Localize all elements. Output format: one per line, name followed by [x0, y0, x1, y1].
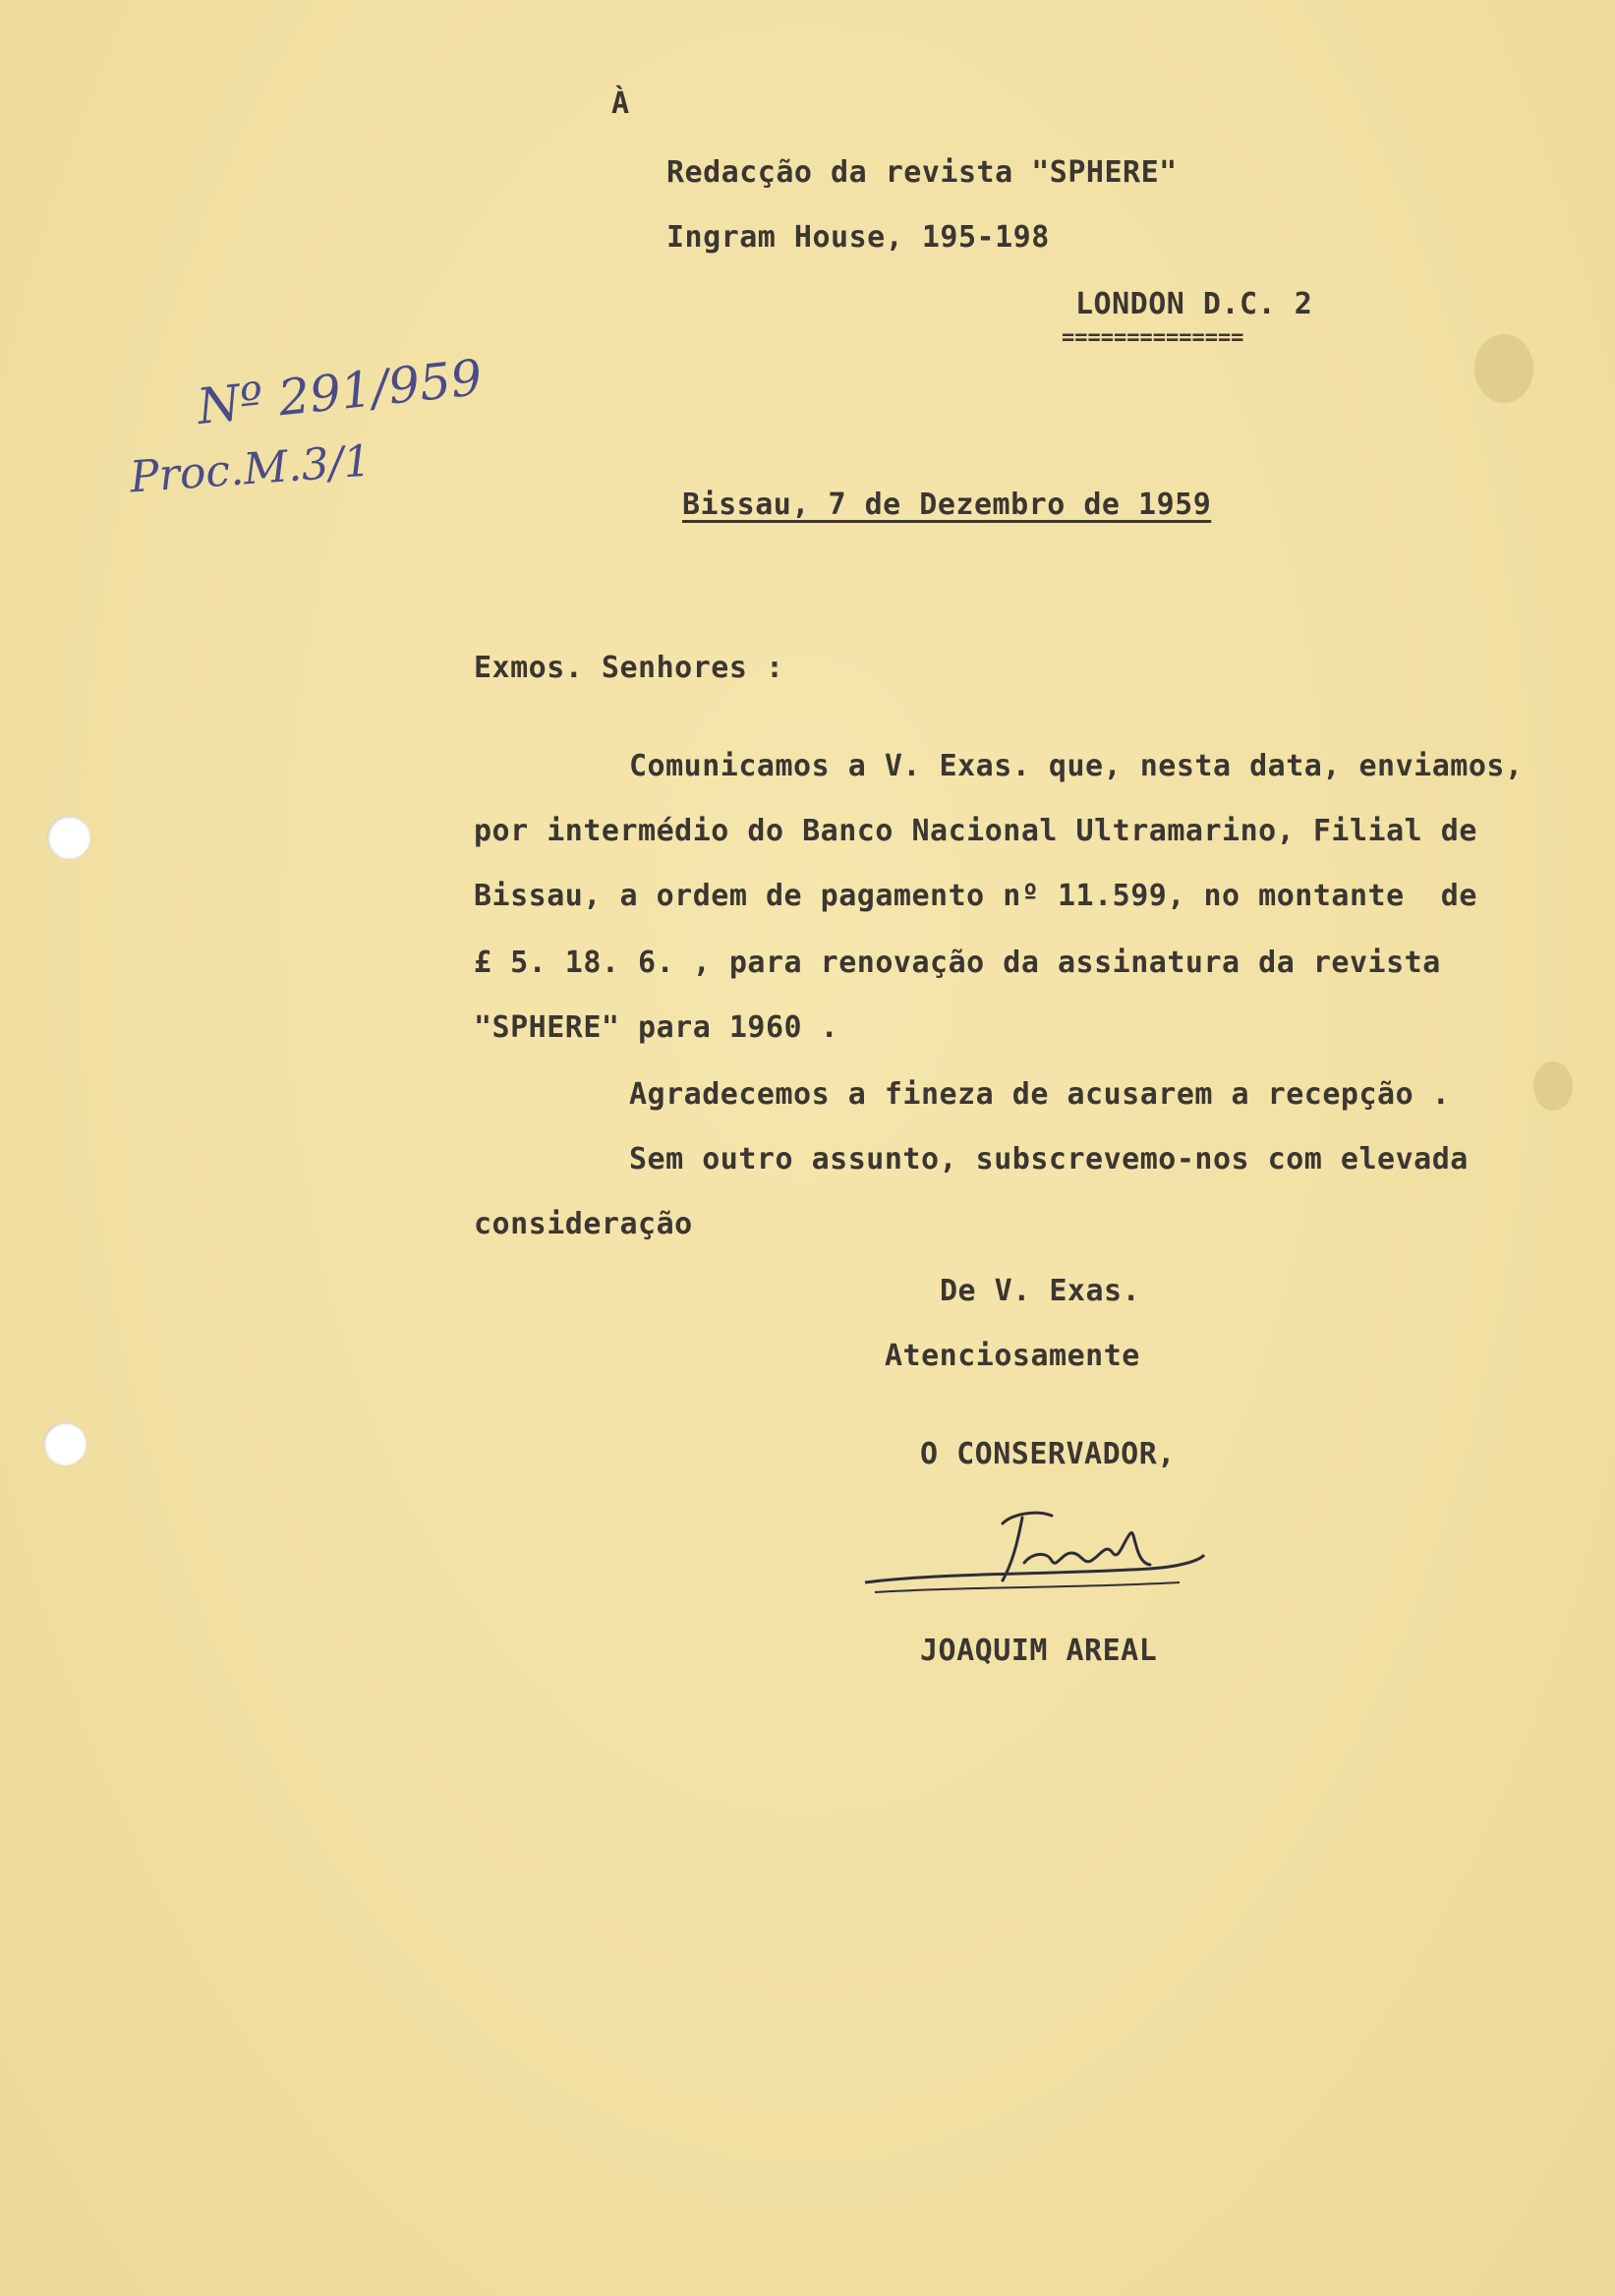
body-line: por intermédio do Banco Nacional Ultramarino, Filial de [474, 814, 1477, 848]
recipient-underline: ============== [1062, 325, 1244, 350]
signatory-name: JOAQUIM AREAL [920, 1634, 1158, 1668]
recipient-line-3: LONDON D.C. 2 [1075, 287, 1313, 321]
salutation: Exmos. Senhores : [474, 651, 784, 685]
handwritten-number: Nº 291/959 [194, 348, 486, 436]
body-line: Agradecemos a fineza de acusarem a recepção . [629, 1077, 1451, 1112]
date-line: Bissau, 7 de Dezembro de 1959 [682, 488, 1212, 522]
punch-hole-bottom [43, 1422, 87, 1465]
handwritten-process: Proc.M.3/1 [128, 435, 374, 503]
signatory-title: O CONSERVADOR, [920, 1437, 1176, 1471]
handwritten-signature [855, 1504, 1219, 1612]
address-marker: À [611, 86, 630, 121]
recipient-line-2: Ingram House, 195-198 [666, 220, 1050, 255]
body-line: "SPHERE" para 1960 . [474, 1010, 839, 1045]
punch-hole-top [47, 816, 90, 859]
recipient-line-1: Redacção da revista "SPHERE" [666, 155, 1178, 190]
closing-line-1: De V. Exas. [940, 1274, 1141, 1308]
body-line: Bissau, a ordem de pagamento nº 11.599, no montante de [474, 879, 1477, 913]
paper-stain [1533, 1062, 1573, 1111]
body-line: Comunicamos a V. Exas. que, nesta data, enviamos, [629, 749, 1524, 783]
body-line: consideração [474, 1207, 693, 1241]
body-line: £ 5. 18. 6. , para renovação da assinatura da revista [474, 946, 1441, 980]
closing-line-2: Atenciosamente [885, 1339, 1140, 1373]
paper-stain [1474, 334, 1533, 403]
body-line: Sem outro assunto, subscrevemo-nos com elevada [629, 1142, 1469, 1177]
